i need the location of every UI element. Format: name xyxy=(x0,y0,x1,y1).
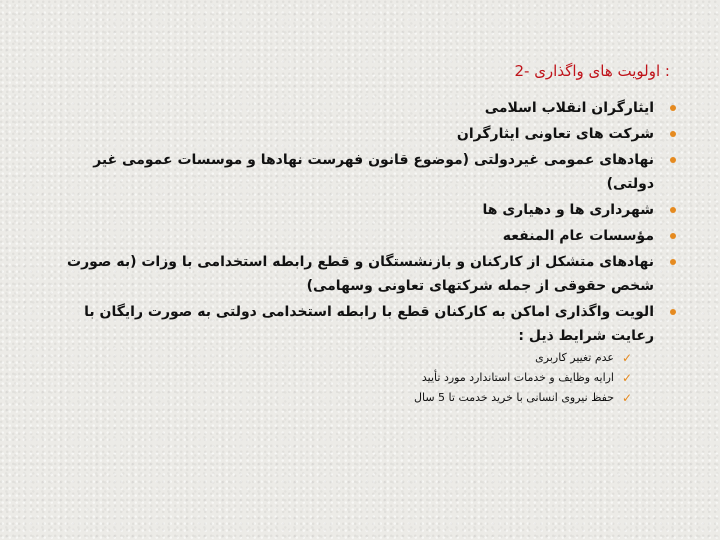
bullet-dot-icon xyxy=(670,309,676,315)
slide-title: : اولویت های واگذاری -2 xyxy=(514,62,670,80)
bullet-item xyxy=(64,96,676,120)
bullet-item xyxy=(64,224,676,248)
bullet-text: نهادهای متشکل از کارکنان و بازنشستگان و قطع رابطه استخدامی با وزات (به صورت شخص حقوقی از جمله شرکتهای تعاونی وسهامی) xyxy=(67,254,654,294)
check-mark-icon: ✓ xyxy=(621,351,632,365)
bullet-item xyxy=(64,122,676,146)
bullet-dot-icon xyxy=(670,207,676,213)
bullet-dot-icon xyxy=(670,105,676,111)
condition-item xyxy=(64,348,654,368)
conditions-list xyxy=(64,348,654,408)
bullet-item xyxy=(64,300,676,408)
bullet-item xyxy=(64,250,676,298)
condition-text: ارایه وظایف و خدمات استاندارد مورد تأیید xyxy=(421,371,614,384)
condition-item xyxy=(64,368,654,388)
check-mark-icon: ✓ xyxy=(621,391,632,405)
bullet-text: نهادهای عمومی غیردولتی (موضوع قانون فهرست نهادها و موسسات عمومی غیر دولتی) xyxy=(93,152,654,192)
bullet-list xyxy=(64,96,676,410)
bullet-text: شهرداری ها و دهیاری ها xyxy=(482,202,654,218)
bullet-text: ایثارگران انقلاب اسلامی xyxy=(484,100,654,116)
bullet-dot-icon xyxy=(670,131,676,137)
bullet-text: شرکت های تعاونی ایثارگران xyxy=(456,126,654,142)
bullet-dot-icon xyxy=(670,157,676,163)
bullet-dot-icon xyxy=(670,233,676,239)
bullet-item xyxy=(64,148,676,196)
check-mark-icon: ✓ xyxy=(621,371,632,385)
bullet-item xyxy=(64,198,676,222)
bullet-text: الویت واگذاری اماکن به کارکنان قطع با رابطه استخدامی دولتی به صورت رایگان با رعایت شرایط ذیل : xyxy=(84,304,654,344)
condition-text: حفظ نیروی انسانی با خرید خدمت تا 5 سال xyxy=(413,391,614,404)
condition-item xyxy=(64,388,654,408)
condition-text: عدم تغییر کاربری xyxy=(535,351,614,364)
bullet-text: مؤسسات عام المنفعه xyxy=(502,228,654,244)
bullet-dot-icon xyxy=(670,259,676,265)
